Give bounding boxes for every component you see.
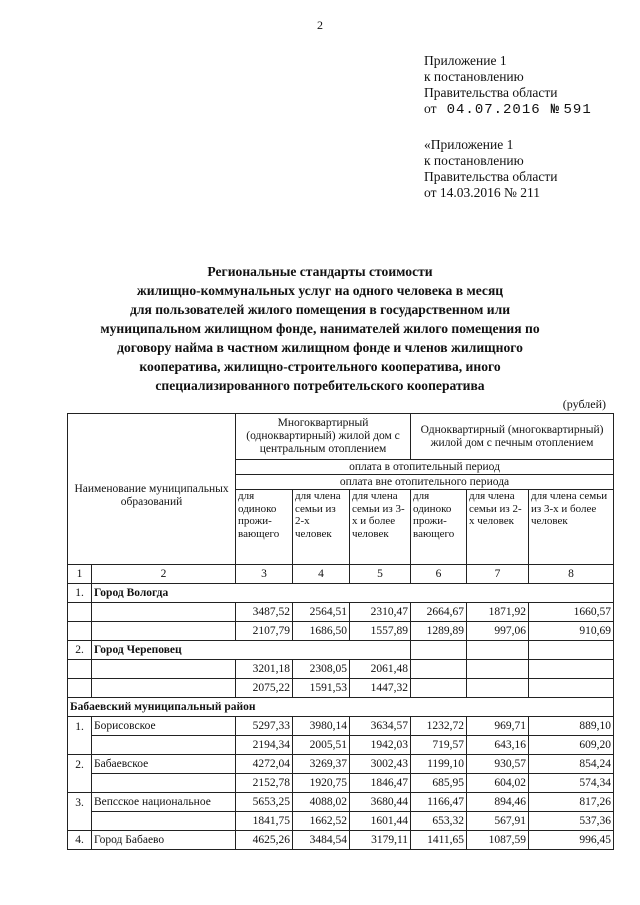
title-line: договору найма в частном жилищном фонде и членов жилищного — [117, 340, 523, 355]
value-cell — [467, 679, 529, 698]
value-cell: 604,02 — [467, 774, 529, 793]
table-row — [68, 736, 614, 755]
subheader-two: для члена семьи из 2-х человек — [467, 490, 529, 565]
standards-table — [67, 413, 614, 850]
subheader-three: для члена семьи из 3-х и более человек — [350, 490, 411, 565]
value-cell: 1447,32 — [350, 679, 411, 698]
column-number: 1 — [68, 565, 92, 584]
municipality-name: Борисовское — [92, 717, 236, 736]
value-cell: 889,10 — [529, 717, 614, 736]
value-cell: 894,46 — [467, 793, 529, 812]
value-cell: 3634,57 — [350, 717, 411, 736]
table-row — [68, 831, 614, 850]
column-number: 3 — [236, 565, 293, 584]
value-cell: 1871,92 — [467, 603, 529, 622]
row-number: 2. — [68, 755, 92, 793]
value-cell: 969,71 — [467, 717, 529, 736]
value-cell: 3980,14 — [293, 717, 350, 736]
value-cell — [529, 679, 614, 698]
value-cell: 4625,26 — [236, 831, 293, 850]
appendix-current-date-line — [424, 101, 592, 118]
table-row — [68, 793, 614, 812]
value-cell: 2005,51 — [293, 736, 350, 755]
appendix-date: 04.07.2016 — [446, 102, 541, 118]
value-cell: 4272,04 — [236, 755, 293, 774]
column-number: 7 — [467, 565, 529, 584]
value-cell: 1166,47 — [411, 793, 467, 812]
subheader-single: для одиноко прожи-вающего — [411, 490, 467, 565]
title-line: для пользователей жилого помещения в государственном или — [129, 302, 511, 317]
value-cell: 3201,18 — [236, 660, 293, 679]
value-cell: 1920,75 — [293, 774, 350, 793]
value-cell: 1232,72 — [411, 717, 467, 736]
value-cell: 1686,50 — [293, 622, 350, 641]
value-cell: 2308,05 — [293, 660, 350, 679]
value-cell: 537,36 — [529, 812, 614, 831]
value-cell: 1411,65 — [411, 831, 467, 850]
name-header: Наименование муниципальных образований — [68, 414, 236, 565]
table-row — [68, 584, 614, 603]
appendix-previous — [424, 137, 557, 201]
value-cell: 653,32 — [411, 812, 467, 831]
appendix-previous-line3: Правительства области — [424, 169, 558, 184]
appendix-number-sign: № — [550, 102, 561, 118]
municipality-name: Город Вологда — [92, 584, 614, 603]
subheader-three: для члена семьи из 3-х и более человек — [529, 490, 614, 565]
column-number: 2 — [92, 565, 236, 584]
row-number: 2. — [68, 641, 92, 660]
table-row — [68, 603, 614, 622]
row-number: 4. — [68, 831, 92, 850]
appendix-current — [424, 53, 592, 118]
value-cell: 719,57 — [411, 736, 467, 755]
table-row — [68, 679, 614, 698]
value-cell: 854,24 — [529, 755, 614, 774]
value-cell: 1942,03 — [350, 736, 411, 755]
value-cell: 997,06 — [467, 622, 529, 641]
value-cell: 1660,57 — [529, 603, 614, 622]
appendix-current-line1: Приложение 1 — [424, 53, 507, 68]
value-cell: 2310,47 — [350, 603, 411, 622]
value-cell: 930,57 — [467, 755, 529, 774]
appendix-previous-line1: «Приложение 1 — [424, 137, 514, 152]
table-row — [68, 698, 614, 717]
page-number: 2 — [317, 18, 323, 32]
municipality-name: Бабаевское — [92, 755, 236, 774]
value-cell: 996,45 — [529, 831, 614, 850]
value-cell: 2564,51 — [293, 603, 350, 622]
subheader-single: для одиноко прожи-вающего — [236, 490, 293, 565]
value-cell: 3680,44 — [350, 793, 411, 812]
appendix-previous-line4: от 14.03.2016 № 211 — [424, 185, 540, 200]
appendix-current-line3: Правительства области — [424, 85, 558, 100]
row-number: 1. — [68, 717, 92, 755]
table-row — [68, 774, 614, 793]
column-number: 8 — [529, 565, 614, 584]
value-cell: 1601,44 — [350, 812, 411, 831]
table-row — [68, 660, 614, 679]
table-row — [68, 755, 614, 774]
value-cell: 3269,37 — [293, 755, 350, 774]
appendix-current-line2: к постановлению — [424, 69, 524, 84]
value-cell — [467, 660, 529, 679]
appendix-date-prefix: от — [424, 101, 437, 116]
value-cell: 4088,02 — [293, 793, 350, 812]
value-cell: 567,91 — [467, 812, 529, 831]
value-cell: 1557,89 — [350, 622, 411, 641]
title-line: Региональные стандарты стоимости — [207, 264, 433, 279]
value-cell: 817,26 — [529, 793, 614, 812]
row-number: 3. — [68, 793, 92, 831]
value-cell — [411, 660, 467, 679]
group-header-stove: Одноквартирный (многоквартирный) жилой дом с печным отоплением — [411, 414, 614, 460]
title-line: муниципальном жилищном фонде, нанимателей жилого помещения по — [100, 321, 540, 336]
value-cell: 1591,53 — [293, 679, 350, 698]
value-cell — [529, 660, 614, 679]
row-number: 1. — [68, 584, 92, 603]
document-title — [60, 262, 580, 395]
appendix-number: 591 — [563, 102, 592, 118]
table-row — [68, 812, 614, 831]
title-line: кооператива, жилищно-строительного кооператива, иного — [139, 359, 501, 374]
value-cell: 3484,54 — [293, 831, 350, 850]
value-cell: 574,34 — [529, 774, 614, 793]
title-line: жилищно-коммунальных услуг на одного человека в месяц — [136, 283, 504, 298]
value-cell — [411, 679, 467, 698]
value-cell: 1662,52 — [293, 812, 350, 831]
value-cell: 609,20 — [529, 736, 614, 755]
title-line: специализированного потребительского кооператива — [155, 378, 485, 393]
value-cell: 1199,10 — [411, 755, 467, 774]
column-number: 4 — [293, 565, 350, 584]
value-cell: 1087,59 — [467, 831, 529, 850]
period-nonheating-header: оплата вне отопительного периода — [236, 475, 614, 490]
value-cell: 3487,52 — [236, 603, 293, 622]
subheader-two: для члена семьи из 2-х человек — [293, 490, 350, 565]
table-row — [68, 717, 614, 736]
column-number-row — [68, 565, 614, 584]
municipality-name: Вепсское национальное — [92, 793, 236, 812]
value-cell: 1841,75 — [236, 812, 293, 831]
value-cell: 1289,89 — [411, 622, 467, 641]
value-cell: 3002,43 — [350, 755, 411, 774]
value-cell: 643,16 — [467, 736, 529, 755]
value-cell: 685,95 — [411, 774, 467, 793]
value-cell: 5653,25 — [236, 793, 293, 812]
group-header-central: Многоквартирный (одноквартирный) жилой дом с центральным отоплением — [236, 414, 411, 460]
value-cell: 2061,48 — [350, 660, 411, 679]
table-row — [68, 622, 614, 641]
value-cell: 2664,67 — [411, 603, 467, 622]
units-label: (рублей) — [562, 397, 606, 411]
table-row — [68, 641, 614, 660]
column-number: 6 — [411, 565, 467, 584]
district-name: Бабаевский муниципальный район — [68, 698, 614, 717]
value-cell: 3179,11 — [350, 831, 411, 850]
value-cell: 5297,33 — [236, 717, 293, 736]
value-cell: 2152,78 — [236, 774, 293, 793]
value-cell: 2194,34 — [236, 736, 293, 755]
appendix-previous-line2: к постановлению — [424, 153, 524, 168]
municipality-name: Город Бабаево — [92, 831, 236, 850]
period-heating-header: оплата в отопительный период — [236, 460, 614, 475]
value-cell: 1846,47 — [350, 774, 411, 793]
column-number: 5 — [350, 565, 411, 584]
value-cell: 910,69 — [529, 622, 614, 641]
value-cell: 2107,79 — [236, 622, 293, 641]
value-cell: 2075,22 — [236, 679, 293, 698]
municipality-name: Город Череповец — [92, 641, 411, 660]
